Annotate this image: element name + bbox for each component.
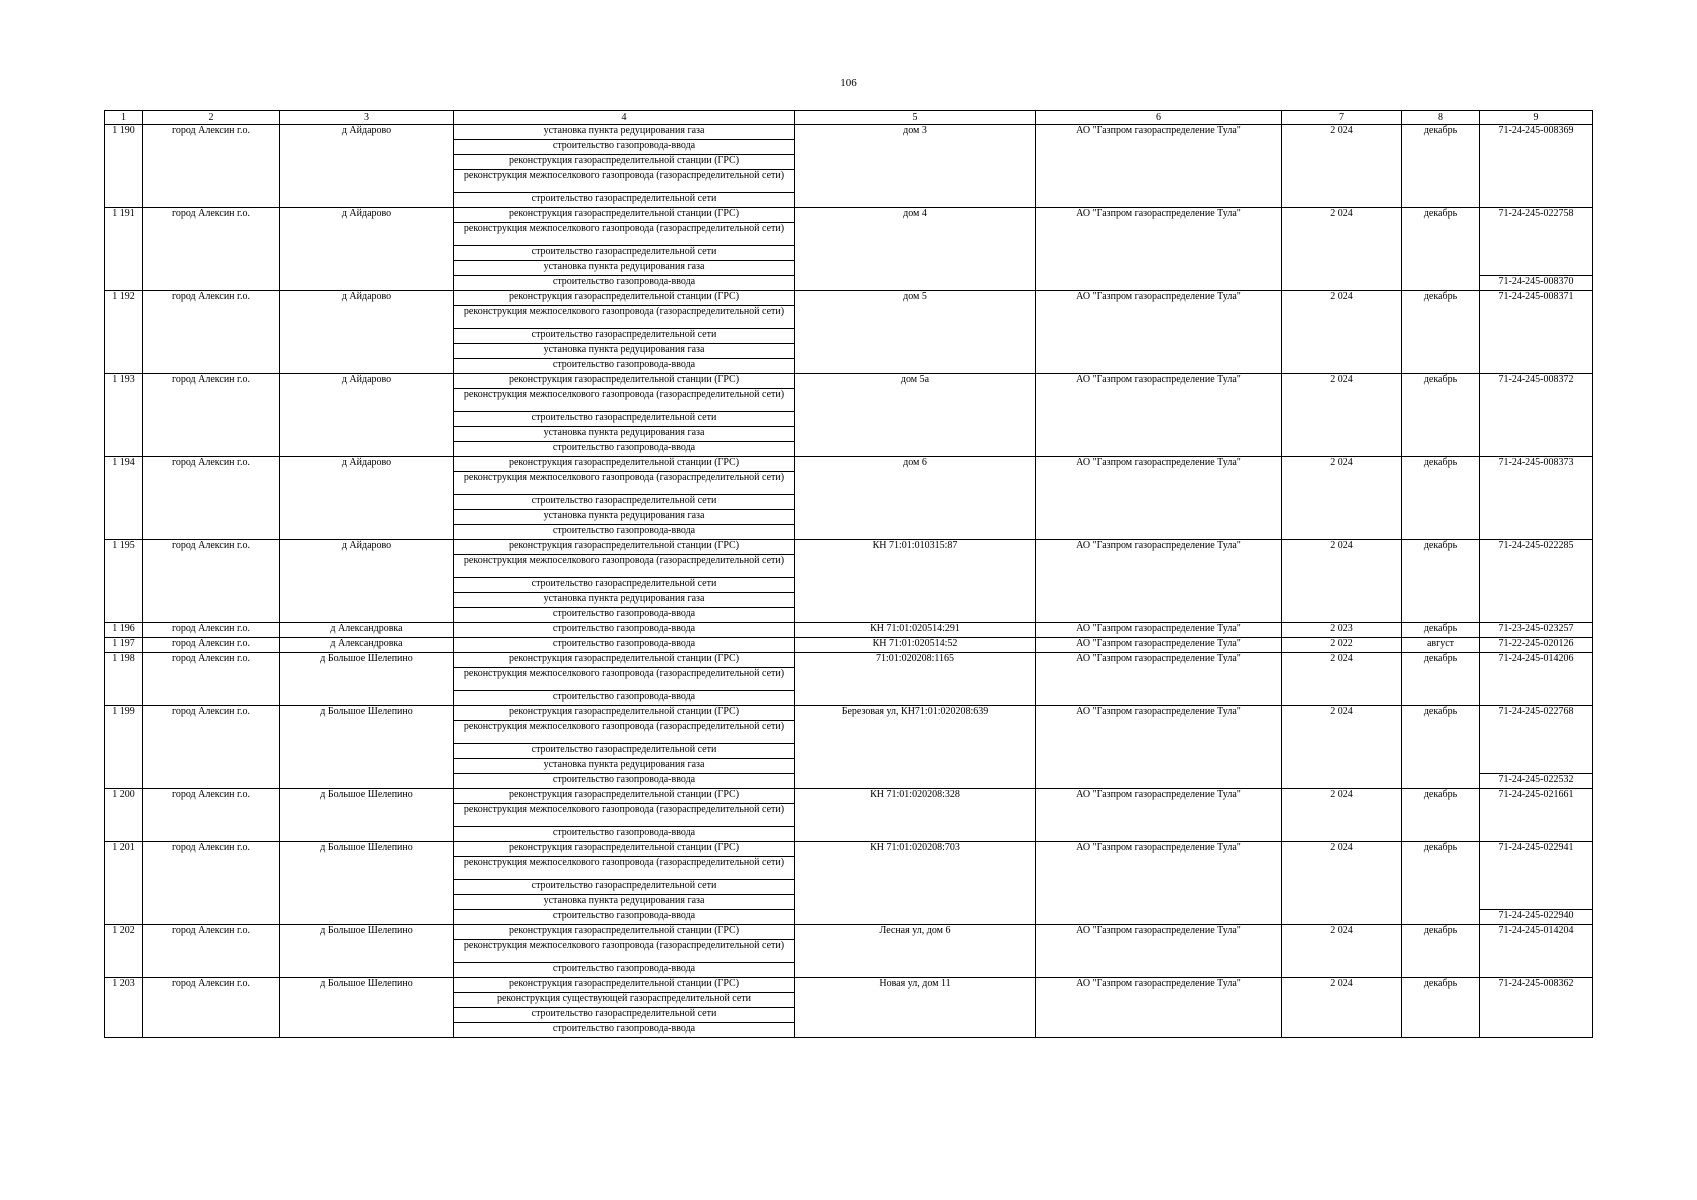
month: декабрь xyxy=(1402,374,1480,457)
column-number-row xyxy=(105,111,1593,125)
month: август xyxy=(1402,638,1480,653)
work-type: строительство газопровода-ввода xyxy=(454,963,795,978)
work-type: строительство газораспределительной сети xyxy=(454,193,795,208)
work-type: реконструкция межпоселкового газопровода (газораспределительной сети) xyxy=(454,555,795,578)
month: декабрь xyxy=(1402,623,1480,638)
organization: АО "Газпром газораспределение Тула" xyxy=(1036,706,1282,789)
table-row xyxy=(105,208,1593,223)
organization: АО "Газпром газораспределение Тула" xyxy=(1036,789,1282,842)
year: 2 024 xyxy=(1282,925,1402,978)
column-number: 3 xyxy=(280,111,454,125)
work-type: реконструкция межпоселкового газопровода (газораспределительной сети) xyxy=(454,389,795,412)
work-type: строительство газораспределительной сети xyxy=(454,1008,795,1023)
application-number: 71-24-245-008372 xyxy=(1480,374,1593,457)
registry-table xyxy=(104,110,1593,1038)
organization: АО "Газпром газораспределение Тула" xyxy=(1036,623,1282,638)
month: декабрь xyxy=(1402,842,1480,925)
object-address: Новая ул, дом 11 xyxy=(795,978,1036,1038)
month: декабрь xyxy=(1402,789,1480,842)
object-address: КН 71:01:020208:328 xyxy=(795,789,1036,842)
work-type: реконструкция межпоселкового газопровода (газораспределительной сети) xyxy=(454,668,795,691)
work-type: строительство газопровода-ввода xyxy=(454,910,795,925)
work-type: строительство газопровода-ввода xyxy=(454,774,795,789)
year: 2 024 xyxy=(1282,653,1402,706)
column-number: 2 xyxy=(143,111,280,125)
work-type: строительство газопровода-ввода xyxy=(454,140,795,155)
column-number: 9 xyxy=(1480,111,1593,125)
record-number: 1 203 xyxy=(105,978,143,1038)
work-type: реконструкция газораспределительной станции (ГРС) xyxy=(454,155,795,170)
organization: АО "Газпром газораспределение Тула" xyxy=(1036,540,1282,623)
work-type: строительство газопровода-ввода xyxy=(454,276,795,291)
application-number: 71-24-245-014204 xyxy=(1480,925,1593,978)
work-type: реконструкция газораспределительной станции (ГРС) xyxy=(454,653,795,668)
table-row xyxy=(105,374,1593,389)
settlement: д Айдарово xyxy=(280,457,454,540)
year: 2 024 xyxy=(1282,706,1402,789)
work-type: реконструкция межпоселкового газопровода (газораспределительной сети) xyxy=(454,170,795,193)
settlement: д Большое Шелепино xyxy=(280,978,454,1038)
column-number: 6 xyxy=(1036,111,1282,125)
application-number: 71-24-245-021661 xyxy=(1480,789,1593,842)
column-number: 5 xyxy=(795,111,1036,125)
year: 2 024 xyxy=(1282,540,1402,623)
application-number: 71-23-245-023257 xyxy=(1480,623,1593,638)
municipality: город Алексин г.о. xyxy=(143,789,280,842)
table-row xyxy=(105,457,1593,472)
table-row xyxy=(105,925,1593,940)
municipality: город Алексин г.о. xyxy=(143,653,280,706)
work-type: реконструкция межпоселкового газопровода (газораспределительной сети) xyxy=(454,940,795,963)
municipality: город Алексин г.о. xyxy=(143,978,280,1038)
settlement: д Большое Шелепино xyxy=(280,706,454,789)
municipality: город Алексин г.о. xyxy=(143,457,280,540)
object-address: дом 5а xyxy=(795,374,1036,457)
record-number: 1 196 xyxy=(105,623,143,638)
settlement: д Большое Шелепино xyxy=(280,789,454,842)
work-type: реконструкция межпоселкового газопровода (газораспределительной сети) xyxy=(454,721,795,744)
municipality: город Алексин г.о. xyxy=(143,638,280,653)
page-number: 106 xyxy=(840,77,857,89)
column-number: 4 xyxy=(454,111,795,125)
work-type: установка пункта редуцирования газа xyxy=(454,759,795,774)
year: 2 024 xyxy=(1282,978,1402,1038)
work-type: реконструкция межпоселкового газопровода (газораспределительной сети) xyxy=(454,472,795,495)
work-type: реконструкция межпоселкового газопровода (газораспределительной сети) xyxy=(454,223,795,246)
work-type: реконструкция газораспределительной станции (ГРС) xyxy=(454,208,795,223)
organization: АО "Газпром газораспределение Тула" xyxy=(1036,978,1282,1038)
municipality: город Алексин г.о. xyxy=(143,706,280,789)
record-number: 1 201 xyxy=(105,842,143,925)
object-address: дом 6 xyxy=(795,457,1036,540)
organization: АО "Газпром газораспределение Тула" xyxy=(1036,925,1282,978)
application-number: 71-24-245-022768 xyxy=(1480,706,1593,774)
settlement: д Айдарово xyxy=(280,291,454,374)
work-type: реконструкция газораспределительной станции (ГРС) xyxy=(454,291,795,306)
work-type: строительство газопровода-ввода xyxy=(454,525,795,540)
settlement: д Большое Шелепино xyxy=(280,925,454,978)
table-row xyxy=(105,540,1593,555)
record-number: 1 197 xyxy=(105,638,143,653)
object-address: КН 71:01:020514:291 xyxy=(795,623,1036,638)
organization: АО "Газпром газораспределение Тула" xyxy=(1036,291,1282,374)
work-type: реконструкция газораспределительной станции (ГРС) xyxy=(454,978,795,993)
work-type: установка пункта редуцирования газа xyxy=(454,261,795,276)
work-type: установка пункта редуцирования газа xyxy=(454,344,795,359)
work-type: строительство газораспределительной сети xyxy=(454,246,795,261)
work-type: реконструкция газораспределительной станции (ГРС) xyxy=(454,842,795,857)
settlement: д Айдарово xyxy=(280,208,454,291)
organization: АО "Газпром газораспределение Тула" xyxy=(1036,638,1282,653)
application-number: 71-24-245-008362 xyxy=(1480,978,1593,1038)
organization: АО "Газпром газораспределение Тула" xyxy=(1036,374,1282,457)
year: 2 024 xyxy=(1282,789,1402,842)
month: декабрь xyxy=(1402,291,1480,374)
record-number: 1 191 xyxy=(105,208,143,291)
municipality: город Алексин г.о. xyxy=(143,374,280,457)
object-address: дом 5 xyxy=(795,291,1036,374)
municipality: город Алексин г.о. xyxy=(143,208,280,291)
year: 2 024 xyxy=(1282,374,1402,457)
organization: АО "Газпром газораспределение Тула" xyxy=(1036,125,1282,208)
year: 2 024 xyxy=(1282,208,1402,291)
organization: АО "Газпром газораспределение Тула" xyxy=(1036,457,1282,540)
object-address: Лесная ул, дом 6 xyxy=(795,925,1036,978)
application-number: 71-24-245-022758 xyxy=(1480,208,1593,276)
work-type: строительство газопровода-ввода xyxy=(454,691,795,706)
month: декабрь xyxy=(1402,208,1480,291)
record-number: 1 200 xyxy=(105,789,143,842)
municipality: город Алексин г.о. xyxy=(143,540,280,623)
application-number: 71-24-245-008369 xyxy=(1480,125,1593,208)
table-row xyxy=(105,706,1593,721)
work-type: установка пункта редуцирования газа xyxy=(454,593,795,608)
object-address: КН 71:01:010315:87 xyxy=(795,540,1036,623)
table-row xyxy=(105,653,1593,668)
work-type: строительство газопровода-ввода xyxy=(454,359,795,374)
application-number: 71-22-245-020126 xyxy=(1480,638,1593,653)
year: 2 024 xyxy=(1282,842,1402,925)
record-number: 1 195 xyxy=(105,540,143,623)
work-type: строительство газопровода-ввода xyxy=(454,442,795,457)
year: 2 022 xyxy=(1282,638,1402,653)
work-type: строительство газопровода-ввода xyxy=(454,608,795,623)
work-type: реконструкция газораспределительной станции (ГРС) xyxy=(454,789,795,804)
table-row xyxy=(105,623,1593,638)
application-number: 71-24-245-022532 xyxy=(1480,774,1593,789)
column-number: 8 xyxy=(1402,111,1480,125)
table-row xyxy=(105,789,1593,804)
object-address: Березовая ул, КН71:01:020208:639 xyxy=(795,706,1036,789)
work-type: установка пункта редуцирования газа xyxy=(454,895,795,910)
work-type: реконструкция газораспределительной станции (ГРС) xyxy=(454,457,795,472)
column-number: 7 xyxy=(1282,111,1402,125)
work-type: установка пункта редуцирования газа xyxy=(454,427,795,442)
organization: АО "Газпром газораспределение Тула" xyxy=(1036,842,1282,925)
work-type: реконструкция газораспределительной станции (ГРС) xyxy=(454,706,795,721)
application-number: 71-24-245-014206 xyxy=(1480,653,1593,706)
record-number: 1 194 xyxy=(105,457,143,540)
work-type: строительство газораспределительной сети xyxy=(454,412,795,427)
record-number: 1 192 xyxy=(105,291,143,374)
table-row xyxy=(105,978,1593,993)
application-number: 71-24-245-008370 xyxy=(1480,276,1593,291)
month: декабрь xyxy=(1402,978,1480,1038)
year: 2 023 xyxy=(1282,623,1402,638)
work-type: строительство газопровода-ввода xyxy=(454,638,795,653)
table-row xyxy=(105,291,1593,306)
work-type: установка пункта редуцирования газа xyxy=(454,510,795,525)
year: 2 024 xyxy=(1282,125,1402,208)
table-row xyxy=(105,125,1593,140)
organization: АО "Газпром газораспределение Тула" xyxy=(1036,208,1282,291)
object-address: КН 71:01:020208:703 xyxy=(795,842,1036,925)
municipality: город Алексин г.о. xyxy=(143,842,280,925)
settlement: д Айдарово xyxy=(280,125,454,208)
work-type: строительство газопровода-ввода xyxy=(454,827,795,842)
application-number: 71-24-245-022941 xyxy=(1480,842,1593,910)
municipality: город Алексин г.о. xyxy=(143,925,280,978)
settlement: д Айдарово xyxy=(280,540,454,623)
work-type: строительство газораспределительной сети xyxy=(454,744,795,759)
record-number: 1 202 xyxy=(105,925,143,978)
work-type: строительство газораспределительной сети xyxy=(454,495,795,510)
municipality: город Алексин г.о. xyxy=(143,291,280,374)
table-row xyxy=(105,638,1593,653)
work-type: реконструкция межпоселкового газопровода (газораспределительной сети) xyxy=(454,306,795,329)
settlement: д Александровка xyxy=(280,638,454,653)
column-number: 1 xyxy=(105,111,143,125)
object-address: 71:01:020208:1165 xyxy=(795,653,1036,706)
work-type: строительство газораспределительной сети xyxy=(454,329,795,344)
record-number: 1 190 xyxy=(105,125,143,208)
month: декабрь xyxy=(1402,653,1480,706)
month: декабрь xyxy=(1402,125,1480,208)
month: декабрь xyxy=(1402,457,1480,540)
month: декабрь xyxy=(1402,925,1480,978)
work-type: установка пункта редуцирования газа xyxy=(454,125,795,140)
object-address: дом 3 xyxy=(795,125,1036,208)
work-type: реконструкция межпоселкового газопровода (газораспределительной сети) xyxy=(454,804,795,827)
object-address: КН 71:01:020514:52 xyxy=(795,638,1036,653)
settlement: д Айдарово xyxy=(280,374,454,457)
work-type: реконструкция газораспределительной станции (ГРС) xyxy=(454,540,795,555)
record-number: 1 199 xyxy=(105,706,143,789)
work-type: строительство газораспределительной сети xyxy=(454,578,795,593)
application-number: 71-24-245-022940 xyxy=(1480,910,1593,925)
work-type: строительство газопровода-ввода xyxy=(454,623,795,638)
record-number: 1 193 xyxy=(105,374,143,457)
work-type: реконструкция межпоселкового газопровода (газораспределительной сети) xyxy=(454,857,795,880)
application-number: 71-24-245-022285 xyxy=(1480,540,1593,623)
settlement: д Большое Шелепино xyxy=(280,653,454,706)
settlement: д Большое Шелепино xyxy=(280,842,454,925)
organization: АО "Газпром газораспределение Тула" xyxy=(1036,653,1282,706)
settlement: д Александровка xyxy=(280,623,454,638)
municipality: город Алексин г.о. xyxy=(143,623,280,638)
table-row xyxy=(105,842,1593,857)
month: декабрь xyxy=(1402,540,1480,623)
year: 2 024 xyxy=(1282,291,1402,374)
work-type: строительство газопровода-ввода xyxy=(454,1023,795,1038)
application-number: 71-24-245-008371 xyxy=(1480,291,1593,374)
table-body xyxy=(105,111,1593,1038)
municipality: город Алексин г.о. xyxy=(143,125,280,208)
application-number: 71-24-245-008373 xyxy=(1480,457,1593,540)
record-number: 1 198 xyxy=(105,653,143,706)
work-type: реконструкция существующей газораспределительной сети xyxy=(454,993,795,1008)
month: декабрь xyxy=(1402,706,1480,789)
year: 2 024 xyxy=(1282,457,1402,540)
work-type: реконструкция газораспределительной станции (ГРС) xyxy=(454,925,795,940)
work-type: строительство газораспределительной сети xyxy=(454,880,795,895)
work-type: реконструкция газораспределительной станции (ГРС) xyxy=(454,374,795,389)
object-address: дом 4 xyxy=(795,208,1036,291)
